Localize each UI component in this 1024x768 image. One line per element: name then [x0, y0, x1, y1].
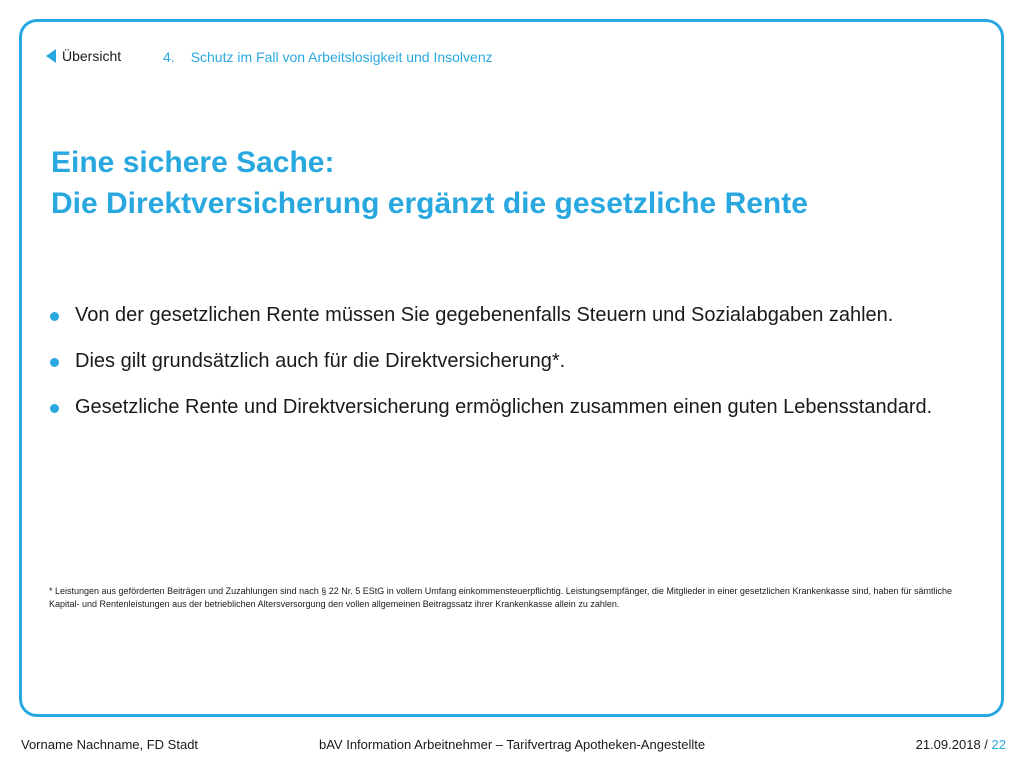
- section-breadcrumb[interactable]: [163, 49, 493, 65]
- bullet-dot-icon: [50, 312, 59, 321]
- footer-date: 21.09.2018: [915, 737, 981, 752]
- bullet-list: [48, 300, 948, 438]
- bullet-dot-icon: [50, 358, 59, 367]
- page-title: [51, 142, 808, 224]
- bullet-dot-icon: [50, 404, 59, 413]
- footer-author: Vorname Nachname, FD Stadt: [21, 737, 199, 752]
- list-item: [48, 300, 948, 330]
- bullet-text: Dies gilt grundsätzlich auch für die Direktversicherung*.: [75, 350, 566, 372]
- footnote: * Leistungen aus geförderten Beiträgen und Zuzahlungen sind nach § 22 Nr. 5 EStG in vollem Umfang einkommensteuerpflichtig. Leistungsempfänger, die Mitglieder in einer gesetzlichen Krankenkasse sind, haben für sämtliche Kapital- und Rentenleistungen aus der betrieblichen Altersversorgung den vollen allgemeinen Beitragssatz ihrer Krankenkasse allein zu zahlen.: [49, 586, 953, 609]
- nav-bar: [46, 46, 121, 66]
- section-title: Schutz im Fall von Arbeitslosigkeit und Insolvenz: [190, 49, 493, 65]
- list-item: [48, 392, 948, 422]
- footer-separator: /: [980, 737, 992, 752]
- title-line-1: Eine sichere Sache:: [51, 146, 335, 179]
- title-line-2: Die Direktversicherung ergänzt die gesetzliche Rente: [51, 187, 808, 220]
- page-number: 22: [991, 737, 1006, 752]
- bullet-text: Von der gesetzlichen Rente müssen Sie gegebenenfalls Steuern und Sozialabgaben zahlen.: [75, 304, 894, 326]
- footer-date-page: [916, 737, 1006, 752]
- overview-back-link[interactable]: [46, 48, 121, 64]
- section-number: 4.: [163, 49, 175, 65]
- back-arrow-icon: [46, 49, 56, 63]
- list-item: [48, 346, 948, 376]
- bullet-text: Gesetzliche Rente und Direktversicherung ermöglichen zusammen einen guten Lebensstandard.: [75, 396, 933, 418]
- footer-presentation-title: bAV Information Arbeitnehmer – Tarifvertrag Apotheken-Angestellte: [319, 737, 706, 752]
- overview-label: Übersicht: [62, 48, 122, 64]
